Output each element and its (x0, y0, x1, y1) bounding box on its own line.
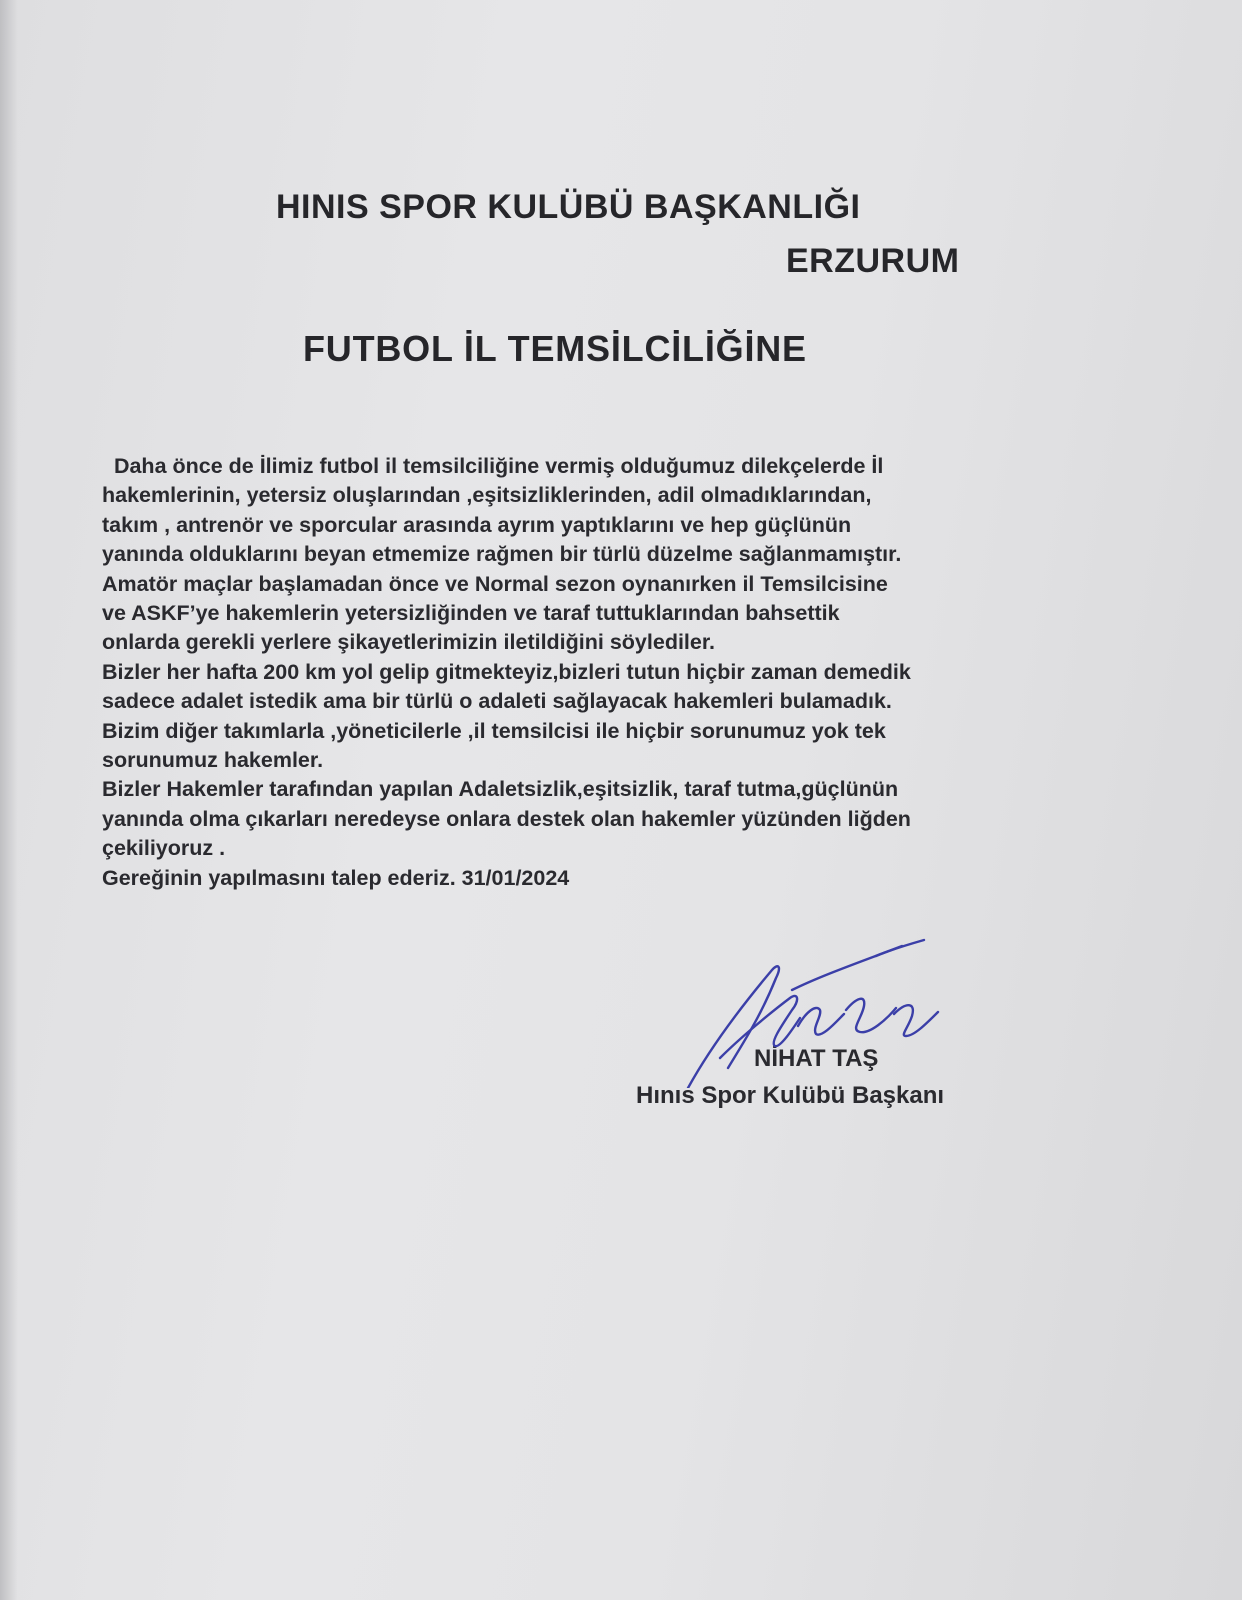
body-line: çekiliyoruz . (102, 836, 226, 861)
body-line: Daha önce de İlimiz futbol il temsilciliğine vermiş olduğumuz dilekçelerde İl (102, 454, 884, 478)
body-line: yanında olma çıkarları neredeyse onlara destek olan hakemler yüzünden liğden (102, 806, 911, 831)
body-line: Bizim diğer takımlarla ,yöneticilerle ,il temsilcisi ile hiçbir sorunumuz yok tek (102, 718, 886, 743)
page-edge-shadow (0, 0, 18, 1600)
body-line: yanında olduklarını beyan etmemize rağmen bir türlü düzelme sağlanmamıştır. (102, 542, 902, 567)
club-header: HINIS SPOR KULÜBÜ BAŞKANLIĞI (276, 188, 861, 226)
handwritten-signature (680, 938, 960, 1088)
recipient-heading: FUTBOL İL TEMSİLCİLİĞİNE (303, 328, 807, 369)
body-line: takım , antrenör ve sporcular arasında ayrım yaptıklarını ve hep güçlünün (102, 512, 852, 537)
body-line: hakemlerinin, yetersiz oluşlarından ,eşitsizliklerinden, adil olmadıklarından, (102, 483, 872, 508)
letter-body (102, 452, 1102, 893)
body-line: Amatör maçlar başlamadan önce ve Normal sezon oynanırken il Temsilcisine (102, 571, 888, 596)
body-line: ve ASKF’ye hakemlerin yetersizliğinden ve taraf tuttuklarından bahsettik (102, 601, 840, 626)
body-line: sadece adalet istedik ama bir türlü o adaleti sağlayacak hakemleri bulamadık. (102, 689, 892, 714)
body-line: Gereğinin yapılmasını talep ederiz. 31/01/2024 (102, 865, 570, 890)
signatory-name: NİHAT TAŞ (754, 1045, 879, 1072)
body-line: sorunumuz hakemler. (102, 748, 324, 773)
signatory-title: Hınıs Spor Kulübü Başkanı (636, 1082, 945, 1109)
body-line: Bizler her hafta 200 km yol gelip gitmekteyiz,bizleri tutun hiçbir zaman demedik (102, 659, 911, 684)
body-line: onlarda gerekli yerlere şikayetlerimizin iletildiğini söylediler. (102, 630, 716, 655)
city-header: ERZURUM (786, 242, 960, 280)
body-line: Bizler Hakemler tarafından yapılan Adaletsizlik,eşitsizlik, taraf tutma,güçlünün (102, 777, 899, 802)
